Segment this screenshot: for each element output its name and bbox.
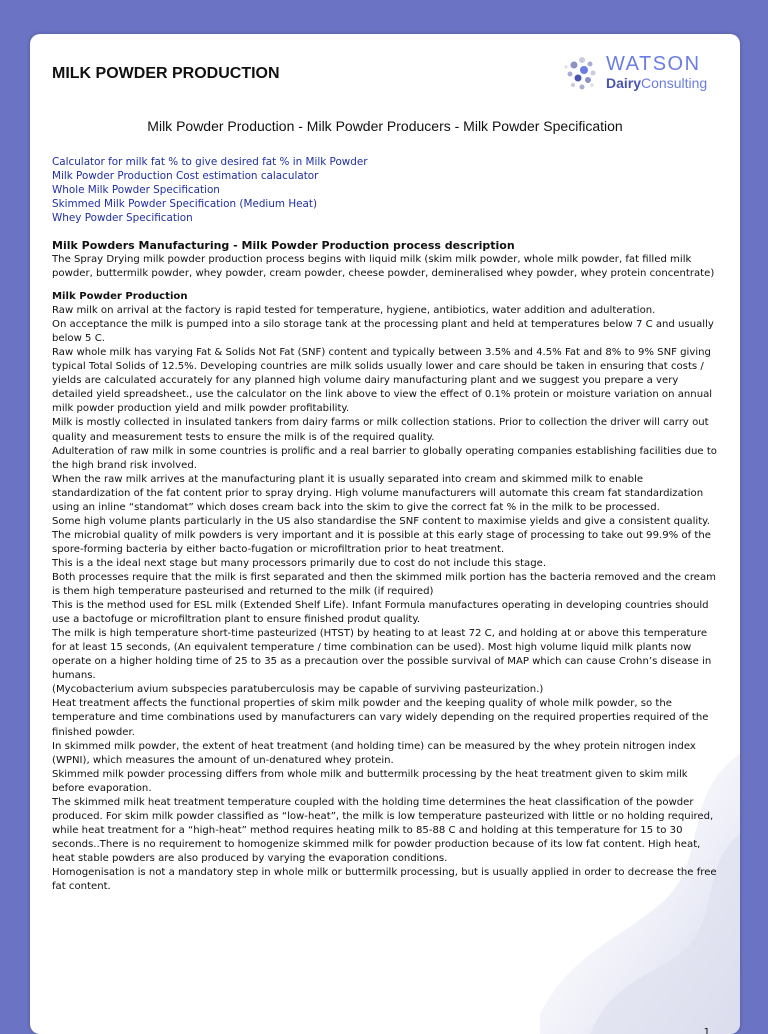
logo-text-watson: WATSON bbox=[606, 53, 701, 75]
paragraph: Some high volume plants particularly in the US also standardise the SNF content to maximise yields and give a consistent quality. bbox=[52, 515, 710, 527]
paragraph: On acceptance the milk is pumped into a silo storage tank at the processing plant and held at temperatures below 7 C and usually below 5 C. bbox=[52, 319, 714, 345]
paragraph: Homogenisation is not a mandatory step in whole milk or buttermilk processing, but is usually applied in order to decrease the free fat content. bbox=[52, 866, 717, 893]
paragraph: Raw whole milk has varying Fat & Solids Not Fat (SNF) content and typically between 3.5% and 4.5% Fat and 8% to 9% SNF giving typical Total Solids of 12.5%. Developing countries are milk solids usually lower and care should be taken in ensuring that costs / yields are calculated accurately for any planned high volume dairy manufacturing plant and we suggest you prepare a very detailed yield spreadsheet., use the calculator on the link above to view the effect of 0.1% protein or moisture variation on annual milk powder production yield and milk powder profitability. bbox=[52, 347, 713, 415]
related-links bbox=[52, 155, 368, 225]
document-title: MILK POWDER PRODUCTION bbox=[52, 65, 280, 82]
watson-logo bbox=[560, 52, 720, 96]
paragraph: Skimmed milk powder processing differs from whole milk and buttermilk processing by the heat treatment given to skim milk before evaporation. bbox=[52, 768, 688, 794]
section-heading-manufacturing: Milk Powders Manufacturing - Milk Powder Production process description bbox=[52, 239, 515, 252]
page-number: 1 bbox=[703, 1027, 710, 1034]
paragraph: In skimmed milk powder, the extent of heat treatment (and holding time) can be measured by the whey protein nitrogen index (WPNI), which measures the amount of un-denatured whey protein. bbox=[52, 740, 696, 766]
paragraph: The microbial quality of milk powders is very important and it is possible at this early stage of processing to take out 99.9% of the spore-forming bacteria by either bacto-fugation or microfiltration prior to heat treatment. bbox=[52, 529, 711, 555]
document-body bbox=[52, 239, 722, 894]
link-whole-milk-spec[interactable]: Whole Milk Powder Specification bbox=[52, 184, 220, 197]
link-skimmed-milk-spec[interactable]: Skimmed Milk Powder Specification (Medium Heat) bbox=[52, 198, 318, 211]
paragraph: Both processes require that the milk is first separated and then the skimmed milk portion has the bacteria removed and the cream is them high temperature pasteurised and returned to the milk (if required) bbox=[52, 571, 716, 598]
link-fat-calculator[interactable]: Calculator for milk fat % to give desired fat % in Milk Powder bbox=[52, 156, 368, 168]
logo-text-dairy-consulting: DairyConsulting bbox=[606, 75, 708, 91]
paragraph: When the raw milk arrives at the manufacturing plant it is usually separated into cream and skimmed milk to enable standardization of the fat content prior to spray drying. High volume manufacturers will automate this cream fat standardization using an inline “standomat” which doses cream back into the skim to give the correct fat % in the milk to be processed. bbox=[52, 473, 704, 513]
logo-dots-icon bbox=[560, 52, 604, 96]
paragraph: The skimmed milk heat treatment temperature coupled with the holding time determines the heat classification of the powder produced. For skim milk powder classified as “low-heat”, the milk is low temperature pasteurized with little or no holding required, while heat treatment for a “high-heat” method requires heating milk to 85-88 C and holding at this temperature for 15 to 30 seconds..There is no requirement to homogenize skimmed milk for powder production because of its low fat content. High heat, heat stable powders are also produced by varying the evaporation conditions. bbox=[52, 796, 714, 864]
link-whey-powder-spec[interactable]: Whey Powder Specification bbox=[52, 212, 193, 225]
document-subtitle: Milk Powder Production - Milk Powder Producers - Milk Powder Specification bbox=[147, 118, 623, 134]
paragraph: Raw milk on arrival at the factory is rapid tested for temperature, hygiene, antibiotics, water addition and adulteration. bbox=[52, 305, 656, 317]
link-cost-calculator[interactable]: Milk Powder Production Cost estimation calaculator bbox=[52, 170, 319, 183]
section-heading-production: Milk Powder Production bbox=[52, 291, 188, 303]
paragraph: The milk is high temperature short-time pasteurized (HTST) by heating to at least 72 C, and holding at or above this temperature for at least 15 seconds, (An equivalent temperature / time combination can be used). Most high volume liquid milk plants now operate on a higher holding time of 25 to 35 as a precaution over the possible survival of MAP which can cause Crohn’s disease in humans. bbox=[52, 628, 712, 682]
paragraph: Milk is mostly collected in insulated tankers from dairy farms or milk collection stations. Prior to collection the driver will carry out quality and measurement tests to ensure the milk is of the required quality. bbox=[52, 417, 709, 443]
paragraph: This is a the ideal next stage but many processors primarily due to cost do not include this stage. bbox=[52, 557, 547, 569]
paragraph: Heat treatment affects the functional properties of skim milk powder and the keeping quality of whole milk powder, so the temperature and time combinations used by manufacturers can vary widely depending on the required properties required of the finished powder. bbox=[52, 698, 709, 738]
paragraph: (Mycobacterium avium subspecies paratuberculosis may be capable of surviving pasteurization.) bbox=[52, 684, 544, 696]
section-intro-text: The Spray Drying milk powder production process begins with liquid milk (skim milk powder, whole milk powder, fat filled milk powder, buttermilk powder, whey powder, cream powder, cheese powder, demineralised whey powder, whey protein concentrate) bbox=[52, 254, 715, 280]
document-page bbox=[30, 34, 740, 1034]
paragraph: This is the method used for ESL milk (Extended Shelf Life). Infant Formula manufactures operating in developing countries should use a bactofuge or microfiltration plant to ensure finished produt quality. bbox=[52, 600, 709, 626]
paragraph: Adulteration of raw milk in some countries is prolific and a real barrier to globally operating companies establishing facilities due to the high brand risk involved. bbox=[52, 445, 717, 471]
